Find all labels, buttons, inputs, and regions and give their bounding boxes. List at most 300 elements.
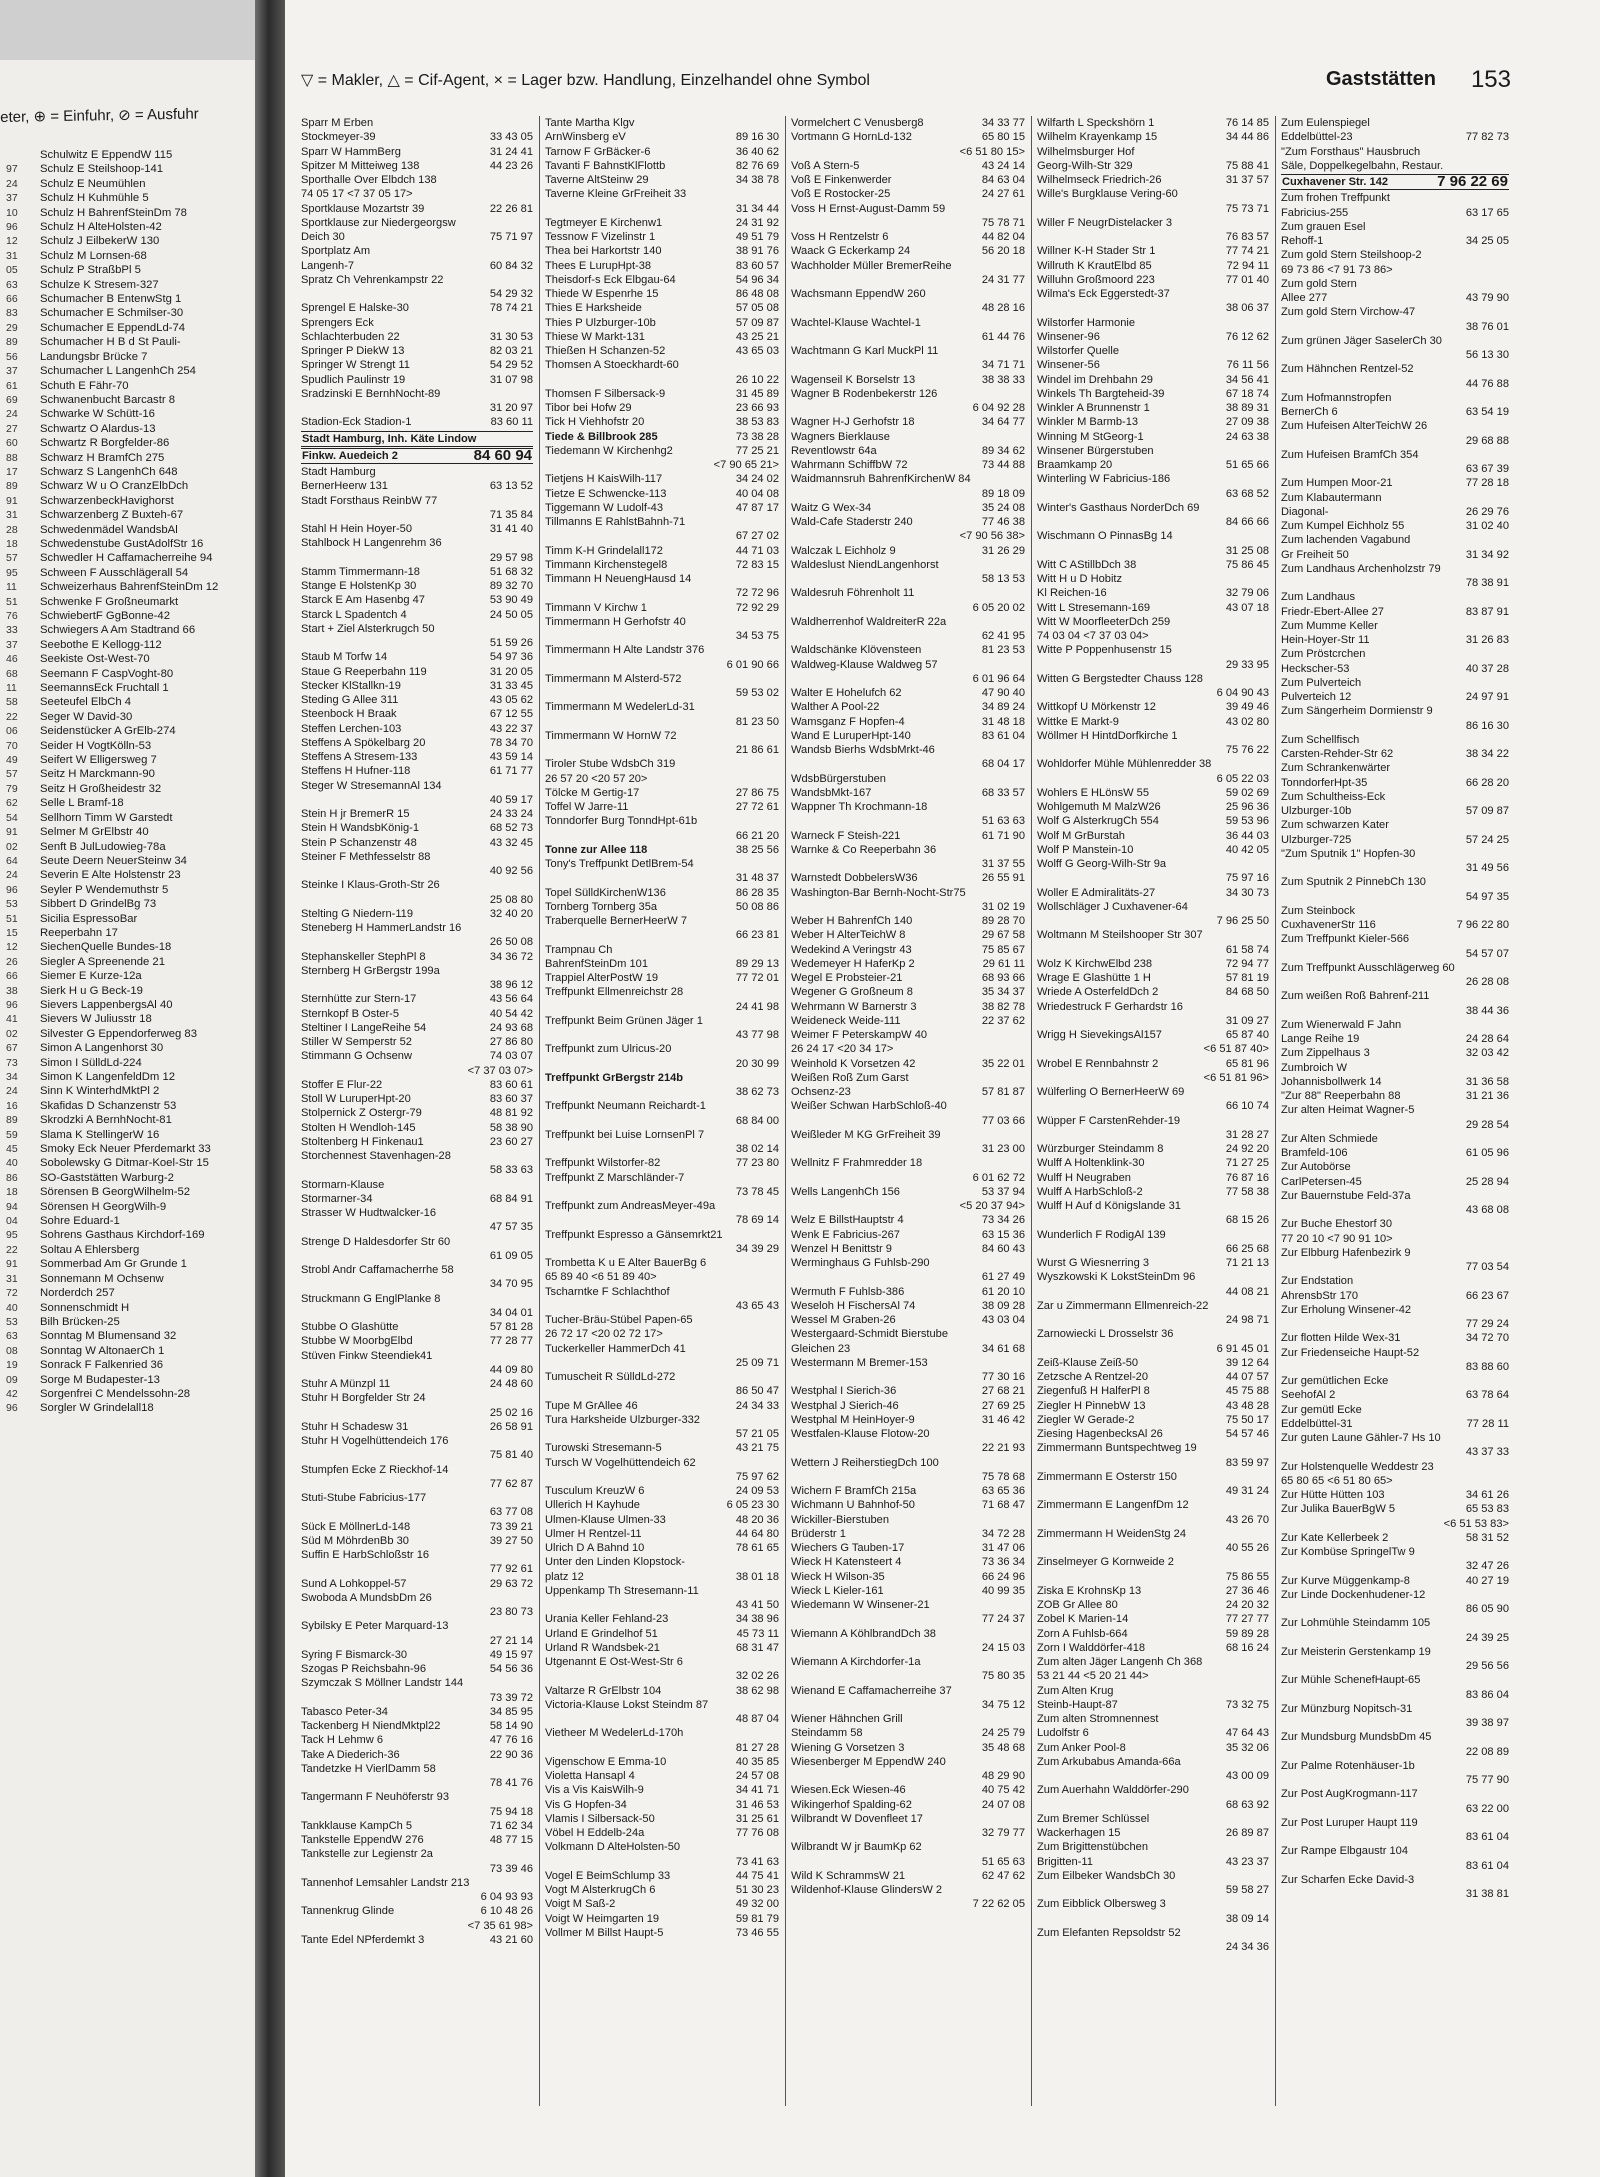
directory-entry (545, 1698, 779, 1712)
left-page-line (6, 278, 252, 292)
entry-name: Steffens A Spökelbarg 20 (301, 736, 426, 749)
entry-phone: 72 83 15 (735, 558, 779, 571)
line-text: Seeteufel ElbCh 4 (40, 696, 132, 709)
line-prefix: 18 (6, 1186, 18, 1199)
entry-name (301, 1919, 464, 1933)
entry-phone (529, 273, 533, 287)
entry-name: "Zur 88" Reeperbahn 88 (1281, 1090, 1401, 1102)
entry-phone: 43 03 04 (981, 1314, 1025, 1326)
entry-name: Szymczak S Möllner Landstr 144 (301, 1677, 464, 1690)
entry-phone (1021, 1712, 1025, 1726)
entry-name: Steindamm 58 (791, 1727, 863, 1740)
entry-phone: 49 51 79 (735, 231, 779, 243)
entry-name: Zur Post AugKrogmann-117 (1281, 1788, 1418, 1801)
entry-name: Brüderstr 1 (791, 1527, 846, 1540)
left-page-line (6, 767, 252, 781)
entry-phone (1505, 220, 1509, 234)
entry-phone (529, 1206, 533, 1220)
directory-entry (545, 928, 779, 942)
entry-phone (1021, 1513, 1025, 1527)
entry-phone: 38 89 31 (1225, 402, 1269, 414)
entry-phone: 22 37 62 (981, 1014, 1025, 1027)
entry-name: Tessnow F Vizelinstr 1 (545, 231, 656, 243)
left-page-line (6, 177, 252, 191)
directory-entry (301, 230, 533, 244)
entry-phone: 38 06 37 (1225, 302, 1269, 315)
line-text: Schwarz H BramfCh 275 (40, 451, 165, 464)
entry-phone: 83 61 04 (1465, 1831, 1509, 1843)
line-prefix: 40 (6, 1301, 18, 1314)
directory-entry (1037, 757, 1269, 771)
line-prefix: 18 (6, 537, 18, 550)
entry-name: Timmann V Kirchw 1 (545, 601, 647, 614)
entry-name: Tony's Treffpunkt DetlBrem-54 (545, 858, 694, 870)
line-text: Sorge M Budapester-13 (40, 1373, 160, 1386)
directory-entry (301, 145, 533, 159)
line-text: Schulz M Lornsen-68 (40, 249, 147, 262)
directory-entry (1037, 1940, 1269, 1954)
directory-entry (301, 173, 533, 187)
entry-name (791, 529, 956, 543)
directory-entry (545, 971, 779, 985)
entry-name (545, 658, 723, 672)
directory-entry (791, 1541, 1025, 1555)
entry-name: Swoboda A MundsbDm 26 (301, 1591, 432, 1604)
directory-entry (301, 964, 533, 978)
directory-entry (1037, 1470, 1269, 1484)
entry-phone: 40 99 35 (981, 1584, 1025, 1597)
entry-name: Staub M Torfw 14 (301, 651, 388, 664)
directory-entry (1037, 886, 1269, 900)
entry-phone: 75 97 62 (735, 1470, 779, 1483)
directory-entry (1037, 629, 1269, 643)
entry-name: Steffens H Hufner-118 (301, 765, 411, 778)
directory-entry (791, 1869, 1025, 1883)
entry-name: Winsener-56 (1037, 359, 1100, 372)
entry-name: Treffpunkt Espresso a Gänsemrkt21 (545, 1228, 723, 1241)
entry-name (1281, 1631, 1462, 1645)
entry-name: Treffpunkt zum Ulricus-20 (545, 1043, 672, 1056)
directory-entry (1281, 1688, 1509, 1702)
entry-phone: 67 18 74 (1225, 387, 1269, 400)
line-text: Sievers LappenbergsAl 40 (40, 998, 173, 1011)
entry-phone (1505, 277, 1509, 291)
directory-entry (301, 707, 533, 721)
entry-name: Willruth K KrautElbd 85 (1037, 259, 1152, 272)
entry-name: Szogas P Reichsbahn-96 (301, 1663, 426, 1675)
entry-phone: 34 71 71 (981, 359, 1025, 372)
directory-entry (545, 615, 779, 629)
entry-phone: 61 09 05 (489, 1249, 533, 1262)
entry-phone: 83 86 04 (1465, 1688, 1509, 1701)
left-page-line (6, 1027, 252, 1041)
line-prefix: 96 (6, 1402, 18, 1415)
line-prefix: 73 (6, 1056, 18, 1069)
entry-phone (1021, 1598, 1025, 1612)
entry-name: Stiller W Semperstr 52 (301, 1036, 412, 1048)
directory-entry (1037, 1199, 1269, 1213)
directory-entry (1037, 472, 1269, 486)
directory-entry (1281, 1103, 1509, 1117)
directory-entry (791, 900, 1025, 914)
entry-name (791, 487, 978, 501)
line-prefix: 62 (6, 797, 18, 810)
entry-phone: 31 33 45 (489, 679, 533, 692)
entry-phone (529, 316, 533, 330)
directory-entry (301, 1277, 533, 1291)
directory-entry (791, 957, 1025, 971)
entry-name: Zum lachenden Vagabund (1281, 534, 1411, 547)
directory-entry (1037, 230, 1269, 244)
directory-entry (1037, 1285, 1269, 1299)
entry-name: Zur Kurve Müggenkamp-8 (1281, 1574, 1410, 1587)
entry-phone: 32 02 26 (735, 1670, 779, 1683)
entry-name: Stadt Forsthaus ReinbW 77 (301, 494, 438, 507)
entry-name: Thiede W Espenrhe 15 (545, 288, 659, 300)
directory-entry (301, 1534, 533, 1548)
entry-phone (1265, 1783, 1269, 1797)
entry-name (301, 508, 486, 522)
entry-name: Reventlowstr 64a (791, 444, 877, 457)
directory-entry (1281, 1417, 1509, 1431)
entry-phone (1265, 1712, 1269, 1726)
entry-name: Allee 277 (1281, 292, 1328, 304)
directory-entry (1037, 130, 1269, 144)
entry-phone: 89 18 09 (981, 487, 1025, 500)
directory-entry (301, 401, 533, 415)
directory-entry (1037, 857, 1269, 871)
entry-name: Thießen H Schanzen-52 (545, 345, 666, 357)
entry-name: Vortmann G HornLd-132 (791, 131, 912, 144)
line-prefix: 09 (6, 1373, 18, 1386)
entry-name (791, 900, 978, 914)
entry-name: Wohlers E HLönsW 55 (1037, 786, 1150, 799)
entry-name: Stadt Hamburg (301, 466, 376, 478)
entry-name: Treffpunkt Z Marschländer-7 (545, 1171, 685, 1184)
entry-name: Wulff A Holtenklink-30 (1037, 1157, 1145, 1170)
directory-entry (545, 1256, 779, 1270)
entry-name: Timmermann W HornW 72 (545, 729, 677, 742)
directory-entry (1281, 690, 1509, 704)
entry-name: Thiese W Markt-131 (545, 330, 645, 343)
entry-phone: 47 64 43 (1225, 1727, 1269, 1740)
directory-entry (545, 886, 779, 900)
left-page-line (6, 335, 252, 349)
directory-entry (545, 843, 779, 857)
directory-entry (1281, 1559, 1509, 1573)
entry-phone (1265, 1199, 1269, 1213)
directory-entry (1281, 1631, 1509, 1645)
directory-entry (1037, 1555, 1269, 1569)
entry-name: Wachholder Müller BremerReihe (791, 259, 952, 272)
entry-phone (1265, 1655, 1269, 1669)
entry-phone: 27 36 46 (1225, 1584, 1269, 1597)
line-prefix: 45 (6, 1143, 18, 1156)
entry-name (1037, 1213, 1222, 1227)
line-prefix: 33 (6, 624, 18, 637)
directory-entry (545, 230, 779, 244)
entry-name: Werminghaus G Fuhlsb-290 (791, 1257, 930, 1269)
line-prefix: 37 (6, 192, 18, 205)
line-prefix: 11 (6, 581, 17, 594)
left-page (0, 60, 255, 2177)
directory-entry (1281, 1075, 1509, 1089)
entry-name (301, 1363, 486, 1377)
line-prefix: 69 (6, 393, 18, 406)
entry-phone (1021, 1042, 1025, 1056)
entry-phone: 77 27 77 (1225, 1613, 1269, 1626)
directory-entry (791, 316, 1025, 330)
directory-entry (791, 1427, 1025, 1441)
entry-name: Wieck H Katensteert 4 (791, 1556, 902, 1569)
directory-entry (301, 1007, 533, 1021)
line-text: Schwarke W Schütt-16 (40, 408, 155, 421)
entry-name: Tucher-Bräu-Stübel Papen-65 (545, 1314, 693, 1326)
entry-phone (1505, 790, 1509, 804)
entry-name (791, 1171, 969, 1185)
directory-entry (301, 287, 533, 301)
entry-name: Carsten-Rehder-Str 62 (1281, 748, 1394, 760)
directory-entry (1281, 932, 1509, 946)
entry-phone: 31 02 40 (1465, 520, 1509, 532)
directory-entry (301, 1049, 533, 1063)
directory-entry (1037, 1014, 1269, 1028)
entry-name: Timmermann M Alsterd-572 (545, 672, 682, 685)
directory-entry (301, 736, 533, 750)
directory-entry (545, 202, 779, 216)
directory-entry (545, 1014, 779, 1028)
entry-phone (1265, 1527, 1269, 1541)
entry-name: Waack G Eckerkamp 24 (791, 245, 911, 258)
entry-name: 69 73 86 <7 91 73 86> (1281, 263, 1393, 276)
entry-name: Starck E Am Hasenbg 47 (301, 594, 425, 607)
directory-entry (1037, 1669, 1269, 1683)
directory-entry (301, 836, 533, 850)
line-prefix: 26 (6, 955, 18, 968)
entry-phone (1505, 619, 1509, 633)
directory-entry (1037, 216, 1269, 230)
entry-name: Springer W Strengt 11 (301, 359, 410, 372)
line-prefix: 02 (6, 840, 18, 853)
line-prefix: 24 (6, 1085, 18, 1098)
entry-name: Wettern J ReiherstiegDch 100 (791, 1456, 939, 1469)
entry-phone: 29 63 72 (489, 1577, 533, 1590)
entry-phone: 34 38 78 (735, 174, 779, 186)
directory-entry (1281, 947, 1509, 961)
directory-entry (1037, 1812, 1269, 1826)
entry-name (791, 273, 978, 287)
line-text: Seidenstücker A GrElb-274 (40, 725, 176, 738)
entry-phone (775, 772, 779, 786)
entry-name (545, 829, 732, 843)
line-prefix: 61 (6, 379, 18, 392)
directory-entry (1281, 519, 1509, 533)
left-page-listing (6, 148, 252, 1416)
directory-entry (301, 679, 533, 693)
entry-phone (1505, 1816, 1509, 1830)
entry-name (1037, 1940, 1222, 1954)
directory-entry (791, 1684, 1025, 1698)
entry-name: Wenzel H Benittstr 9 (791, 1242, 892, 1255)
directory-entry (791, 643, 1025, 657)
entry-name: Langenh-7 (301, 259, 355, 272)
entry-phone: 75 85 67 (981, 943, 1025, 956)
entry-phone (1021, 202, 1025, 216)
entry-phone: 57 05 08 (735, 302, 779, 315)
directory-entry (791, 985, 1025, 999)
entry-phone: 47 87 17 (735, 501, 779, 514)
entry-name: Tölcke M Gertig-17 (545, 786, 640, 799)
directory-entry (791, 1413, 1025, 1427)
entry-name: Stahl H Hein Hoyer-50 (301, 523, 412, 535)
entry-name: Wiemann A KöhlbrandDch 38 (791, 1627, 936, 1640)
directory-entry (301, 935, 533, 949)
entry-name: Sück E MöllnerLd-148 (301, 1520, 411, 1533)
line-text: Sorgenfrei C Mendelssohn-28 (40, 1387, 191, 1400)
directory-entry (301, 1078, 533, 1092)
entry-name: Zeiß-Klause Zeiß-50 (1037, 1356, 1139, 1369)
directory-entry (1281, 605, 1509, 619)
entry-name: Warnke & Co Reeperbahn 36 (791, 843, 937, 856)
directory-entry (545, 1156, 779, 1170)
directory-entry (1281, 116, 1509, 130)
entry-name: Wells LangenhCh 156 (791, 1185, 900, 1198)
entry-phone: 38 76 01 (1465, 320, 1509, 333)
directory-entry (545, 1741, 779, 1755)
entry-phone: 44 09 80 (489, 1363, 533, 1376)
directory-entry (545, 1798, 779, 1812)
directory-entry (1037, 558, 1269, 572)
entry-name (545, 1114, 732, 1128)
directory-entry (1281, 1018, 1509, 1032)
entry-phone (529, 1178, 533, 1192)
entry-phone (1505, 1645, 1509, 1659)
line-text: Sicilia EspressoBar (40, 912, 138, 925)
left-page-line (6, 1056, 252, 1070)
directory-entry (1037, 1185, 1269, 1199)
entry-phone (529, 1847, 533, 1861)
directory-entry (1037, 743, 1269, 757)
entry-phone (1265, 472, 1269, 486)
left-page-line (6, 1084, 252, 1098)
entry-phone (1505, 419, 1509, 433)
directory-entry (1281, 1403, 1509, 1417)
entry-name: Tura Harksheide Ulzburger-332 (545, 1413, 700, 1426)
entry-phone: 78 41 76 (489, 1777, 533, 1789)
entry-phone (1021, 1427, 1025, 1441)
entry-name: Strobl Andr Caffamacherrhe 58 (301, 1264, 454, 1276)
directory-entry (1281, 676, 1509, 690)
entry-phone (529, 1235, 533, 1249)
entry-phone (775, 1228, 779, 1242)
entry-name (1281, 462, 1462, 476)
entry-phone (1505, 1403, 1509, 1417)
entry-phone: 47 90 40 (981, 687, 1025, 699)
entry-phone: 6 05 22 03 (1216, 772, 1269, 785)
entry-name: Gleichen 23 (791, 1342, 851, 1355)
column-rule (539, 116, 540, 2106)
directory-entry (545, 244, 779, 258)
directory-entry (1037, 971, 1269, 985)
entry-name: Stoffer E Flur-22 (301, 1078, 383, 1091)
directory-entry (1037, 786, 1269, 800)
entry-name: Vietheer M WedelerLd-170h (545, 1727, 684, 1740)
entry-phone: 86 16 30 (1465, 719, 1509, 732)
directory-entry (1037, 1114, 1269, 1128)
entry-phone (1021, 886, 1025, 900)
directory-entry (1281, 1061, 1509, 1075)
directory-entry (1037, 1327, 1269, 1341)
line-text: Sorgler W Grindelall18 (40, 1402, 154, 1415)
directory-entry (545, 658, 779, 672)
directory-entry (1037, 344, 1269, 358)
directory-entry (301, 344, 533, 358)
entry-name (301, 1890, 477, 1904)
entry-name: Treffpunkt Beim Grünen Jäger 1 (545, 1014, 703, 1027)
entry-name (791, 301, 978, 315)
entry-name (301, 1163, 486, 1177)
entry-phone (1265, 900, 1269, 914)
directory-entry (1281, 1445, 1509, 1459)
entry-name: Theisdorf-s Eck Elbgau-64 (545, 273, 676, 286)
directory-entry (545, 586, 779, 600)
entry-name: Ziska E KrohnsKp 13 (1037, 1584, 1142, 1597)
entry-phone (1505, 932, 1509, 946)
directory-entry (301, 921, 533, 935)
entry-phone (775, 914, 779, 928)
directory-entry (791, 1598, 1025, 1612)
entry-phone: 83 61 04 (1465, 1859, 1509, 1872)
entry-name (1037, 544, 1222, 558)
directory-entry (1037, 1342, 1269, 1356)
entry-phone: 31 37 55 (981, 858, 1025, 870)
entry-name: Spratz Ch Vehrenkampstr 22 (301, 273, 444, 286)
left-page-line (6, 364, 252, 378)
directory-entry (791, 415, 1025, 429)
directory-entry (545, 273, 779, 287)
entry-name (545, 1057, 732, 1071)
entry-phone (1265, 1897, 1269, 1911)
entry-name: BahrenfSteinDm 101 (545, 957, 648, 970)
entry-phone: 77 28 18 (1465, 477, 1509, 490)
entry-phone: 24 97 91 (1465, 691, 1509, 703)
entry-name: Wille's Burgklause Vering-60 (1037, 188, 1178, 201)
entry-phone: 57 21 05 (735, 1428, 779, 1440)
entry-name: Wittkopf U Mörkenstr 12 (1037, 701, 1156, 714)
line-text: Selle L Bramf-18 (40, 797, 124, 810)
entry-name: Ochsenz-23 (791, 1086, 851, 1098)
directory-entry (301, 202, 533, 216)
entry-name: Zum Landhaus (1281, 591, 1356, 604)
entry-phone (1505, 1616, 1509, 1630)
entry-phone (775, 116, 779, 130)
entry-phone (1505, 159, 1509, 173)
entry-name: Winkels Th Bargteheid-39 (1037, 387, 1165, 400)
entry-phone: 43 21 60 (489, 1933, 533, 1946)
directory-entry (791, 729, 1025, 743)
directory-entry (1281, 548, 1509, 562)
entry-phone (775, 187, 779, 201)
line-text: Sohrens Gasthaus Kirchdorf-169 (40, 1229, 205, 1242)
entry-name: Tack H Lehmw 6 (301, 1734, 383, 1747)
entry-name: Sund A Lohkoppel-57 (301, 1577, 407, 1590)
left-page-line (6, 1171, 252, 1185)
directory-entry (1281, 804, 1509, 818)
entry-phone (775, 672, 779, 686)
entry-name (545, 715, 732, 729)
entry-name: Zur alten Heimat Wagner-5 (1281, 1104, 1415, 1117)
entry-phone: 6 04 90 43 (1216, 687, 1269, 699)
